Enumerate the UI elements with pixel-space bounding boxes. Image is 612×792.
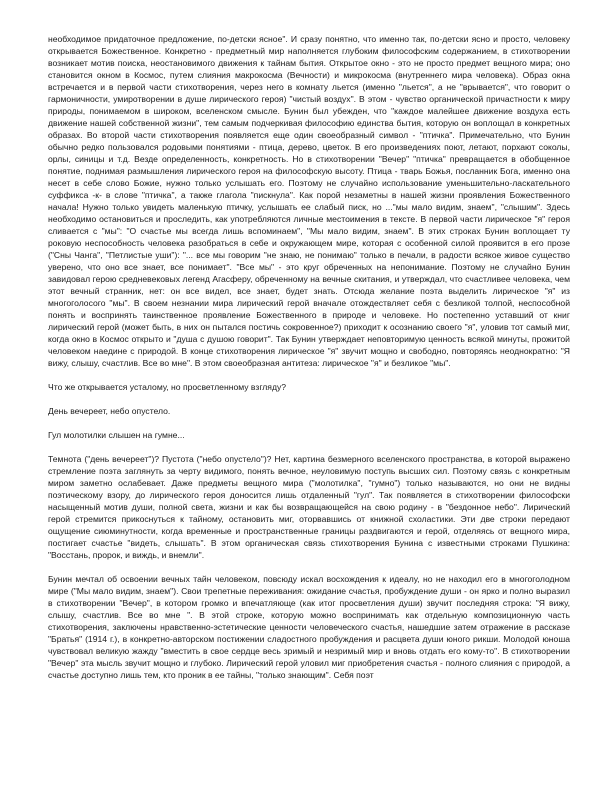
paragraph-darkness-emptiness: Темнота ("день вечереет")? Пустота ("небо опустело")? Нет, картина безмерного вселенского пространства, в которой выражено стремление поэта заглянуть за черту видимого, понять вечное, неуловимую поступь высших сил. Поэтому связь с конкретным миром заметно ослабевает. Даже предметы вещного мира ("молотилка", "гумно") только называются, но они не видны поэтическому взору, до лирического героя доносится лишь отдаленный "гул". Так появляется в стихотворении философски насыщенный мотив души, полной света, жизни и как бы возвращающейся на свою родину - в "бездонное небо". Лирический герой стремится прикоснуться к тайному, остановить миг, оторвавшись от книжной схоластики. Эти две строки передают ощущение сиюминутности, когда временные и пространственные границы раздвигаются и герой, отделяясь от вещного мира, постигает счастье "видеть, слышать". В этом органическая связь стихотворения Бунина с известными строками Пушкина: "Восстань, пророк, и виждь, и внемли". <box>48 454 570 560</box>
paragraph-question: Что же открывается усталому, но просветленному взгляду? <box>48 382 287 392</box>
paragraph-bunin-dream: Бунин мечтал об освоении вечных тайн человеком, повсюду искал восхождения к идеалу, но не находил его в многоголодном мире ("Мы мало видим, знаем"). Свои трепетные переживания: ожидание счастья, пробуждение души - он ярко и полно выразил в стихотворении "Вечер", в котором громко и впечатляюще (как итог просветления души) звучит последняя строка: "Я вижу, слышу, счастлив. Все во мне ". В этой строке, которую можно воспринимать как отдельную композиционную часть стихотворения, заключены нравственно-эстетические ценности человеческого счастья, нашедшие затем отражение в рассказе "Братья" (1914 г.), в конкретно-авторском постижении сладостного пробуждения и расцвета души юного рикши. Молодой юноша чувствовал великую жажду "вместить в свое сердце весь зримый и незримый мир и вновь отдать его кому-то". В стихотворении "Вечер" эта мысль звучит мощно и глубоко. Лирический герой уловил миг приобретения счастья - полного слияния с природой, а счастье доступно лишь тем, кто проник в ее тайны, "только знающим". Себя поэт <box>48 574 570 680</box>
document-page <box>48 33 570 693</box>
poem-line-2: Гул молотилки слышен на гумне... <box>48 430 185 440</box>
poem-line-1: День вечереет, небо опустело. <box>48 406 171 416</box>
paragraph-analysis-window-bird: необходимое придаточное предложение, по-детски ясное". И сразу понятно, что именно так, по-детски ясно и просто, человеку открывается Божественное. Конкретно - предметный мир наполняется глубоким философским содержанием, в стихотворении возникает мотив поиска, неостановимого движения к тайнам бытия. Открытое окно - это не просто предмет вещного мира; оно становится окном в Космос, путем слияния макрокосма (Вечности) и микрокосма (внутреннего мира человека). Образ окна встречается и в первой части стихотворения, через него в комнату льется (именно "льется", а не "врывается", что говорит о гармоничности, умиротворении в душе лирического героя) "чистый воздух". В этом - чувство органической причастности к миру природы, понимаемом в широком, вселенском смысле. Бунин был убежден, что "каждое малейшее движение воздуха есть движение нашей собственной жизни", тем самым подчеркивая философию единства бытия, которую он воплощал в конкретных образах. Во второй части стихотворения появляется еще один своеобразный символ - "птичка". Примечательно, что Бунин обычно редко пользовался родовыми понятиями - птица, дерево, цветок. В его произведениях поют, летают, порхают соколы, орлы, синицы и т.д. Везде определенность, конкретность. Но в стихотворении "Вечер" "птичка" превращается в обобщенное понятие, поднимая размышления лирического героя на философскую высоту. Птица - тварь Божья, посланник Бога, именно она несет в себе слово Божие, нужно только услышать его. Поэтому не случайно использование уменьшительно-ласкательного суффикса -к- в слове "птичка", а также глагола "пискнула". Как порой незаметны в нашей жизни проявления Божественного начала! Нужно только увидеть маленькую птичку, услышать ее слабый писк, но ..."мы мало видим, знаем", "слышим". Здесь необходимо остановиться и проследить, как употребляются личные местоимения в тексте. В первой части лирическое "я" героя сливается с "мы": "О счастье мы всегда лишь вспоминаем", "Мы мало видим, знаем". В этих строках Бунин воплощает ту роковую неспособность человека разобраться в себе и окружающем мире, которая с особенной силой проявится в его прозе ("Сны Чанга", "Петлистые уши"): "... все мы говорим "не знаю, не понимаю" только в печали, в радости всякое живое существо уверено, что оно все знает, все понимает". "Все мы" - это круг обреченных на непонимание. Поэтому не случайно Бунин завидовал герою средневековых легенд Агасферу, обреченному на вечные скитания, и утверждал, что счастливее человека, чем этот вечный странник, нет: он все видел, все знает, будет знать. Отсюда желание поэта выделить лирическое "я" из многоголосого "мы". В своем незнании мира лирический герой вначале отождествляет себя с безликой толпой, неспособной понять и воспринять таинственное проявление Божественного в природе и человеке. Но постепенно уставший от книг лирический герой (может быть, в них он пытался постичь сокровенное?) приходит к осознанию своего "я", уловив тот самый миг, когда окно в Космос открыто и "душа с душою говорит". Так Бунин утверждает неповторимую ценность всякой минуты, прожитой человеком наедине с природой. В конце стихотворения лирическое "я" звучит мощно и свободно, повторяясь неоднократно: "Я вижу, слышу, счастлив. Все во мне". В этом своеобразная антитеза: лирическое "я" и безликое "мы". <box>48 34 570 368</box>
